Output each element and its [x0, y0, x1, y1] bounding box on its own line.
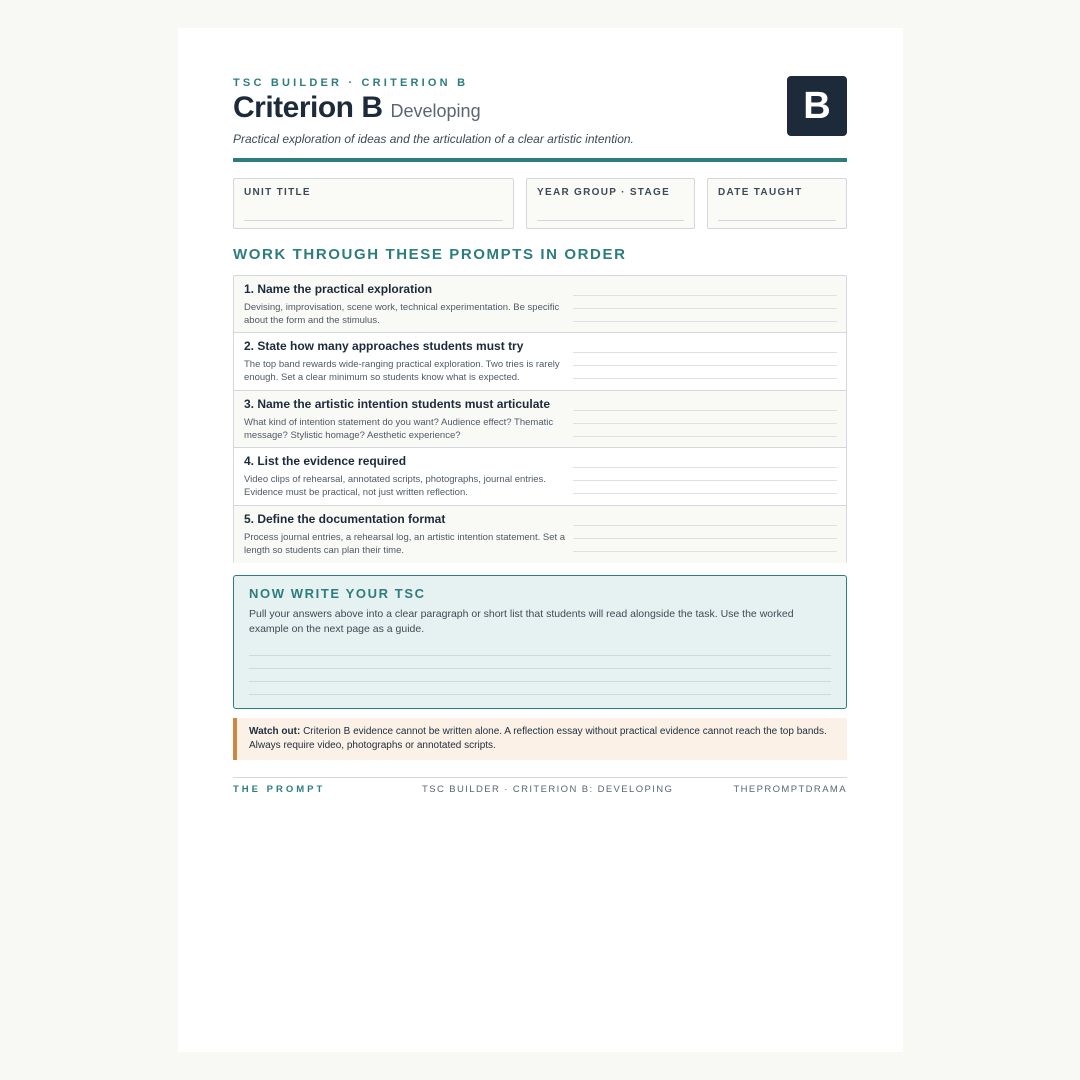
prompt-item — [234, 506, 846, 563]
prompt-item — [234, 391, 846, 448]
writing-line[interactable] — [249, 681, 831, 682]
prompt-item — [234, 333, 846, 390]
prompt-description: Video clips of rehearsal, annotated scripts, photographs, journal entries. Evidence must be practical, not just written reflection. — [244, 474, 546, 499]
answer-line[interactable] — [573, 295, 837, 296]
answer-line[interactable] — [573, 365, 837, 366]
eyebrow: TSC BUILDER · CRITERION B — [233, 77, 469, 89]
field-writing-line — [718, 220, 836, 221]
footer-brand: THE PROMPT — [233, 784, 326, 795]
field-label: DATE TAUGHT — [718, 187, 803, 198]
prompt-description: Devising, improvisation, scene work, technical experimentation. Be specific about the form and the stimulus. — [244, 302, 560, 326]
worksheet-page — [178, 28, 903, 1052]
writing-line[interactable] — [249, 668, 831, 669]
answer-line[interactable] — [573, 551, 837, 552]
prompt-title: 1. Name the practical exploration — [244, 282, 433, 296]
prompts-heading: WORK THROUGH THESE PROMPTS IN ORDER — [233, 246, 627, 263]
answer-line[interactable] — [573, 308, 837, 309]
page-title: Criterion B — [233, 91, 383, 124]
answer-line[interactable] — [573, 321, 837, 322]
answer-line[interactable] — [573, 410, 837, 411]
answer-line[interactable] — [573, 480, 837, 481]
year-group-field[interactable] — [526, 178, 695, 229]
answer-line[interactable] — [573, 352, 837, 353]
prompt-description: What kind of intention statement do you want? Audience effect? Thematic message? Stylistic homage? Aesthetic experience? — [244, 416, 554, 441]
footer-site: THEPROMPTDRAMA — [733, 784, 847, 795]
criterion-badge: B — [787, 76, 847, 136]
field-label: YEAR GROUP · STAGE — [537, 187, 671, 198]
page-subtitle: Practical exploration of ideas and the articulation of a clear artistic intention. — [233, 132, 634, 146]
prompt-title: 2. State how many approaches students must try — [244, 339, 524, 354]
answer-line[interactable] — [573, 525, 837, 526]
answer-line[interactable] — [573, 436, 837, 437]
prompt-title: 5. Define the documentation format — [244, 511, 446, 526]
writing-line[interactable] — [249, 694, 831, 695]
level-label: Developing — [390, 101, 481, 121]
watch-out-body: Criterion B evidence cannot be written alone. A reflection essay without practical evidence cannot reach the top bands. Always require video, photographs or annotated scripts. — [249, 726, 827, 751]
prompt-title: 3. Name the artistic intention students must articulate — [244, 396, 551, 411]
prompts-list — [233, 275, 847, 563]
title-row — [233, 91, 481, 125]
answer-line[interactable] — [573, 493, 837, 494]
prompt-description: The top band rewards wide-ranging practical exploration. Two tries is rarely enough. Set a clear minimum so students know what is expected. — [244, 359, 560, 384]
prompt-item — [234, 448, 846, 505]
footer-title: TSC BUILDER · CRITERION B: DEVELOPING — [422, 784, 674, 795]
prompt-title: 4. List the evidence required — [244, 454, 407, 469]
field-writing-line — [537, 220, 684, 221]
answer-line[interactable] — [573, 378, 837, 379]
date-taught-field[interactable] — [707, 178, 847, 229]
answer-line[interactable] — [573, 423, 837, 424]
field-writing-line — [244, 220, 503, 221]
watch-out-text — [249, 725, 839, 753]
prompt-item — [234, 276, 846, 333]
writing-line[interactable] — [249, 655, 831, 656]
field-label: UNIT TITLE — [244, 187, 311, 198]
header-divider — [233, 158, 847, 162]
footer-divider — [233, 777, 847, 778]
answer-line[interactable] — [573, 538, 837, 539]
prompt-description: Process journal entries, a rehearsal log, an artistic intention statement. Set a length so students can plan their time. — [244, 531, 566, 556]
unit-title-field[interactable] — [233, 178, 514, 229]
watch-out-label: Watch out: — [249, 726, 301, 737]
answer-line[interactable] — [573, 467, 837, 468]
watch-out-callout — [233, 718, 847, 760]
write-tsc-box — [233, 575, 847, 709]
write-tsc-description: Pull your answers above into a clear paragraph or short list that students will read alongside the task. Use the worked example on the next page as a guide. — [249, 608, 794, 635]
write-tsc-heading: NOW WRITE YOUR TSC — [249, 586, 426, 601]
